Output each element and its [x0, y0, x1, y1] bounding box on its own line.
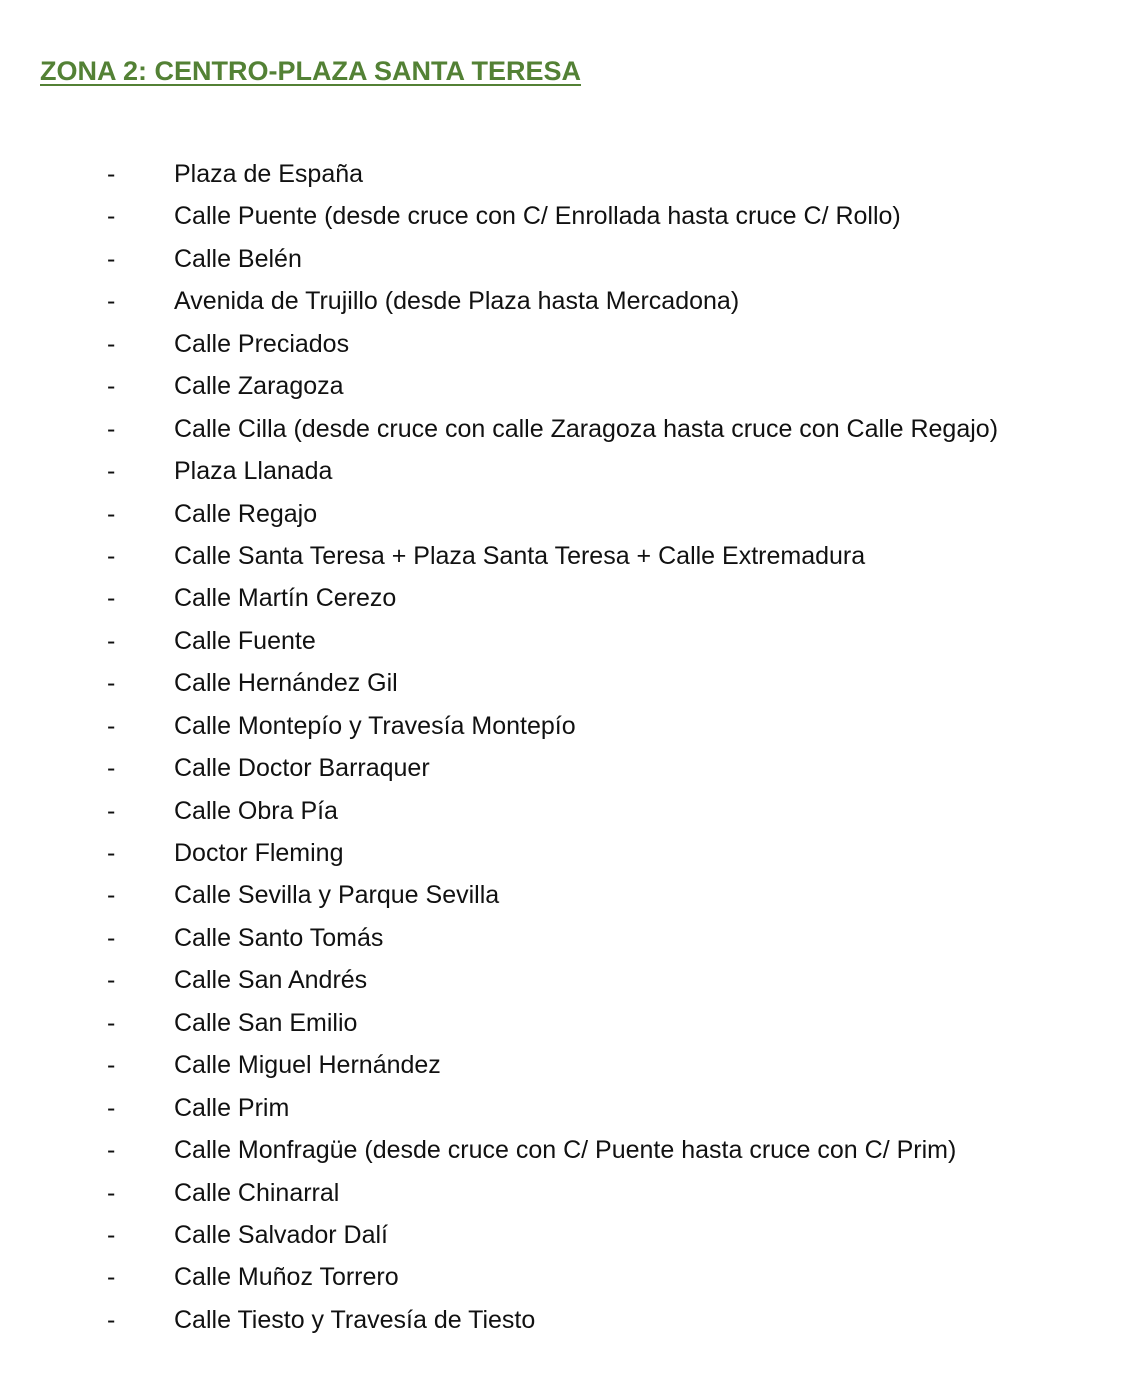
list-bullet: - — [107, 1051, 116, 1080]
list-item-text: Calle Belén — [174, 244, 302, 273]
page-title: ZONA 2: CENTRO-PLAZA SANTA TERESA — [40, 56, 581, 86]
list-bullet: - — [107, 541, 116, 570]
list-bullet: - — [107, 414, 116, 443]
list-item-text: Calle Puente (desde cruce con C/ Enrollada hasta cruce C/ Rollo) — [174, 202, 901, 231]
list-item-text: Calle Martín Cerezo — [174, 584, 397, 613]
list-bullet: - — [107, 372, 116, 401]
list-item-text: Calle Hernández Gil — [174, 669, 398, 698]
list-item-text: Calle Sevilla y Parque Sevilla — [174, 881, 500, 910]
list-bullet: - — [107, 457, 116, 486]
list-item-text: Calle Zaragoza — [174, 372, 344, 401]
list-bullet: - — [107, 966, 116, 995]
list-bullet: - — [107, 711, 116, 740]
list-bullet: - — [107, 244, 116, 273]
list-bullet: - — [107, 1093, 116, 1122]
list-bullet: - — [107, 1178, 116, 1207]
list-item-text: Avenida de Trujillo (desde Plaza hasta Mercadona) — [174, 287, 740, 316]
list-bullet: - — [107, 329, 116, 358]
list-bullet: - — [107, 839, 116, 867]
list-item-text: Calle Muñoz Torrero — [174, 1263, 399, 1292]
list-bullet: - — [107, 1136, 116, 1165]
list-bullet: - — [107, 881, 116, 910]
list-bullet: - — [107, 669, 116, 698]
list-bullet: - — [107, 923, 116, 952]
list-item-text: Calle San Emilio — [174, 1008, 358, 1037]
list-item-text: Calle Regajo — [174, 499, 318, 528]
list-item-text: Calle Cilla (desde cruce con calle Zaragoza hasta cruce con Calle Regajo) — [174, 414, 999, 443]
list-bullet: - — [107, 202, 116, 231]
list-item-text: Calle Santa Teresa + Plaza Santa Teresa + Calle Extremadura — [174, 541, 866, 570]
list-bullet: - — [107, 287, 116, 316]
list-bullet: - — [107, 1263, 116, 1292]
list-item-text: Calle Tiesto y Travesía de Tiesto — [174, 1305, 536, 1334]
list-item-text: Doctor Fleming — [174, 839, 344, 867]
list-bullet: - — [107, 796, 116, 825]
list-item-text: Calle Obra Pía — [174, 796, 338, 825]
list-item-text: Calle Miguel Hernández — [174, 1051, 441, 1080]
list-bullet: - — [107, 1008, 116, 1037]
list-bullet: - — [107, 626, 116, 655]
list-item-text: Calle Doctor Barraquer — [174, 754, 430, 783]
list-item-text: Calle Salvador Dalí — [174, 1220, 388, 1249]
list-item-text: Calle Fuente — [174, 626, 316, 655]
list-bullet: - — [107, 160, 116, 188]
list-item-text: Calle San Andrés — [174, 966, 368, 995]
list-item-text: Plaza de España — [174, 160, 364, 188]
list-item-text: Calle Santo Tomás — [174, 923, 384, 952]
list-item-text: Plaza Llanada — [174, 457, 333, 486]
list-bullet: - — [107, 754, 116, 783]
list-bullet: - — [107, 499, 116, 528]
list-item-text: Calle Monfragüe (desde cruce con C/ Puente hasta cruce con C/ Prim) — [174, 1136, 957, 1165]
list-bullet: - — [107, 584, 116, 613]
list-item-text: Calle Prim — [174, 1093, 290, 1122]
list-bullet: - — [107, 1220, 116, 1249]
list-item-text: Calle Montepío y Travesía Montepío — [174, 711, 576, 740]
list-item-text: Calle Chinarral — [174, 1178, 340, 1207]
list-bullet: - — [107, 1305, 116, 1334]
list-item-text: Calle Preciados — [174, 329, 350, 358]
